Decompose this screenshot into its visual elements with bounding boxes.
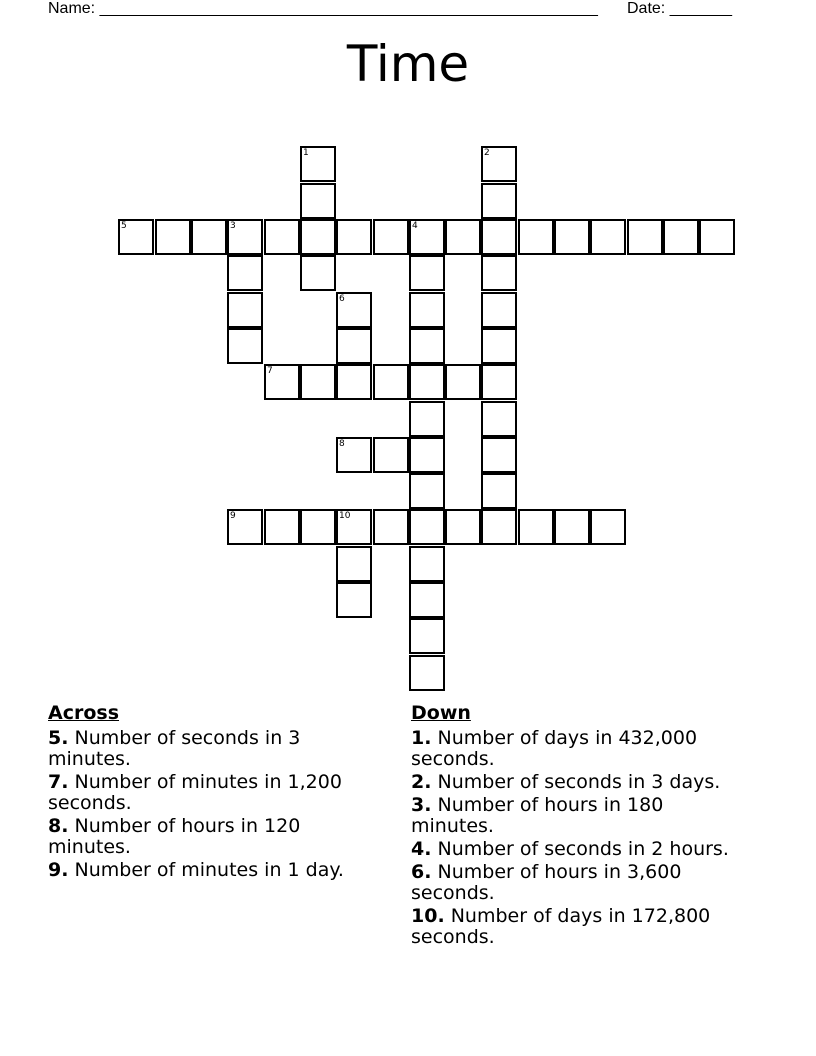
grid-cell[interactable] [481,473,517,509]
clue-text: Number of hours in 3,600 seconds. [411,861,682,904]
grid-cell[interactable] [336,364,372,400]
clue-item [48,816,368,858]
grid-cell[interactable] [518,219,554,255]
grid-cell[interactable] [445,509,481,545]
clue-number: 1. [411,727,432,749]
clue-number-label: 6 [339,294,345,304]
clue-text: Number of days in 172,800 seconds. [411,905,711,948]
grid-cell[interactable] [409,401,445,437]
clue-text: Number of days in 432,000 seconds. [411,727,698,770]
grid-cell[interactable] [300,146,336,182]
clue-number: 7. [48,771,69,793]
clue-number-label: 5 [121,221,127,231]
clue-text: Number of hours in 120 minutes. [48,815,301,858]
down-clues [411,702,751,950]
grid-cell[interactable] [155,219,191,255]
grid-cell[interactable] [481,437,517,473]
grid-cell[interactable] [554,219,590,255]
grid-cell[interactable] [300,219,336,255]
grid-cell[interactable] [373,364,409,400]
grid-cell[interactable] [481,509,517,545]
clue-number-label: 3 [230,221,236,231]
grid-cell[interactable] [481,146,517,182]
grid-cell[interactable] [336,582,372,618]
grid-cell[interactable] [227,255,263,291]
grid-cell[interactable] [481,255,517,291]
clue-text: Number of minutes in 1 day. [74,859,344,881]
clue-number: 10. [411,905,445,927]
clue-number: 2. [411,771,432,793]
grid-cell[interactable] [445,219,481,255]
grid-cell[interactable] [227,219,263,255]
grid-cell[interactable] [409,364,445,400]
clue-item [48,772,368,814]
clue-item [411,728,751,770]
clue-number-label: 8 [339,439,345,449]
grid-cell[interactable] [409,546,445,582]
grid-cell[interactable] [409,473,445,509]
page-title: Time [346,35,470,93]
grid-cell[interactable] [300,183,336,219]
grid-cell[interactable] [481,401,517,437]
clue-number: 4. [411,838,432,860]
grid-cell[interactable] [300,255,336,291]
grid-cell[interactable] [663,219,699,255]
grid-cell[interactable] [518,509,554,545]
grid-cell[interactable] [336,437,372,473]
grid-cell[interactable] [264,364,300,400]
clue-number-label: 4 [412,221,418,231]
clue-item [411,772,751,793]
clue-item [411,795,751,837]
clue-number: 9. [48,859,69,881]
grid-cell[interactable] [409,292,445,328]
clue-number-label: 10 [339,511,351,521]
down-heading: Down [411,702,471,724]
grid-cell[interactable] [627,219,663,255]
grid-cell[interactable] [481,364,517,400]
across-clues [48,702,368,883]
grid-cell[interactable] [300,509,336,545]
grid-cell[interactable] [409,437,445,473]
clue-number-label: 7 [267,366,273,376]
grid-cell[interactable] [409,255,445,291]
grid-cell[interactable] [336,328,372,364]
grid-cell[interactable] [409,618,445,654]
grid-cell[interactable] [336,509,372,545]
grid-cell[interactable] [699,219,735,255]
grid-cell[interactable] [336,292,372,328]
grid-cell[interactable] [118,219,154,255]
grid-cell[interactable] [481,328,517,364]
grid-cell[interactable] [373,219,409,255]
grid-cell[interactable] [481,219,517,255]
grid-cell[interactable] [336,546,372,582]
clue-number-label: 2 [484,148,490,158]
grid-cell[interactable] [481,183,517,219]
grid-cell[interactable] [264,509,300,545]
clue-item [411,862,751,904]
grid-cell[interactable] [373,437,409,473]
grid-cell[interactable] [336,219,372,255]
grid-cell[interactable] [409,655,445,691]
grid-cell[interactable] [227,292,263,328]
grid-cell[interactable] [409,328,445,364]
clue-item [48,728,368,770]
clue-text: Number of hours in 180 minutes. [411,794,664,837]
grid-cell[interactable] [590,219,626,255]
clue-item [48,860,368,881]
grid-cell[interactable] [191,219,227,255]
clue-text: Number of seconds in 3 days. [437,771,721,793]
grid-cell[interactable] [409,219,445,255]
grid-cell[interactable] [445,364,481,400]
grid-cell[interactable] [300,364,336,400]
date-field[interactable]: Date: _______ [627,0,732,17]
clue-text: Number of seconds in 3 minutes. [48,727,301,770]
across-heading: Across [48,702,120,724]
grid-cell[interactable] [409,582,445,618]
clue-number-label: 1 [303,148,309,158]
clue-number: 5. [48,727,69,749]
grid-cell[interactable] [227,328,263,364]
grid-cell[interactable] [554,509,590,545]
grid-cell[interactable] [590,509,626,545]
clue-number-label: 9 [230,511,236,521]
clue-item [411,906,751,948]
header [48,0,740,20]
grid-cell[interactable] [264,219,300,255]
clue-number: 6. [411,861,432,883]
name-field[interactable]: Name: ________________________________________________________ [48,0,598,17]
clue-text: Number of seconds in 2 hours. [437,838,729,860]
grid-cell[interactable] [409,509,445,545]
clue-number: 3. [411,794,432,816]
grid-cell[interactable] [373,509,409,545]
clue-number: 8. [48,815,69,837]
clue-text: Number of minutes in 1,200 seconds. [48,771,342,814]
grid-cell[interactable] [481,292,517,328]
clue-item [411,839,751,860]
grid-cell[interactable] [227,509,263,545]
